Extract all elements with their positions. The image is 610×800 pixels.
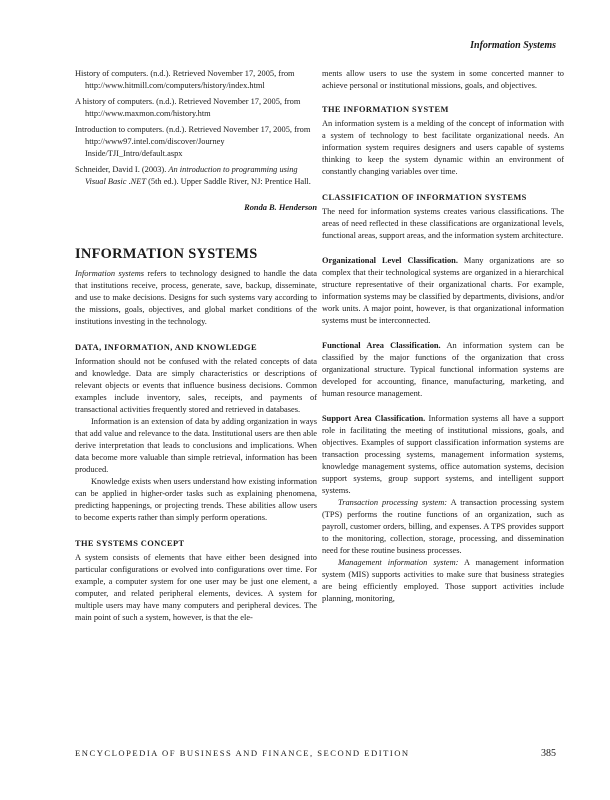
section-heading: THE SYSTEMS CONCEPT xyxy=(75,539,185,548)
run-in-heading: Organizational Level Classification. xyxy=(322,256,458,265)
body-paragraph: A system consists of elements that have either been designed into particular configurations or evolved into configurations over time. For example, a computer system for one user may be just one element, a computer, and related peripheral elements, devices. A system for multiple users may have many computers and peripheral devices. The main point of such a system, however, is that the ele- xyxy=(75,553,317,622)
term-label: Management information system: xyxy=(338,558,459,567)
running-head: Information Systems xyxy=(470,40,556,51)
reference-entry: Schneider, David I. (2003). An introduction to programming using Visual Basic .NET (5th ed.). Upper Saddle River, NJ: Prentice Hall. xyxy=(75,165,311,186)
body-paragraph: Information is an extension of data by adding organization in ways that add value and relevance to the data. Institutional users are then able derive interpretation that leads to conclusions and implications. When data become more valuable than simple retrieval, information has been produced. xyxy=(75,417,317,474)
right-column xyxy=(322,68,564,605)
body-paragraph: An information system is a melding of the concept of information with a system of technology to best facilitate organizational needs. An information system requires designers and users capable of systems thinking to keep the system dynamic within an environment of constantly changing variables over time. xyxy=(322,119,564,176)
reference-entry: A history of computers. (n.d.). Retrieved November 17, 2005, from http://www.maxmon.com/history.htm xyxy=(75,97,301,118)
body-paragraph: Functional Area Classification. An information system can be classified by the major functions of the organization that cross organizational structure. Typical functional information systems are developed for accounting, finance, manufacturing, marketing, and human resource management. xyxy=(322,341,564,398)
publication-title: ENCYCLOPEDIA OF BUSINESS AND FINANCE, SECOND EDITION xyxy=(75,748,410,758)
author-signature: Ronda B. Henderson xyxy=(244,203,317,212)
body-paragraph: ments allow users to use the system in some concerted manner to achieve personal or institutional missions, goals, and objectives. xyxy=(322,69,564,90)
body-paragraph: The need for information systems creates various classifications. The areas of need reflected in these classifications are organizational levels, functional areas, support areas, and the information system architecture. xyxy=(322,207,564,240)
run-in-heading: Support Area Classification. xyxy=(322,414,426,423)
reference-entry: Introduction to computers. (n.d.). Retrieved November 17, 2005, from http://www97.intel.com/discover/Journey Inside/TJI_Intro/default.aspx xyxy=(75,125,311,158)
section-heading: DATA, INFORMATION, AND KNOWLEDGE xyxy=(75,343,257,352)
left-column xyxy=(75,68,317,624)
body-paragraph: Organizational Level Classification. Many organizations are so complex that their technological systems are organized in a hierarchical structure representative of their organizational charts. For example, information systems may be classified by departments, divisions, and/or work units. A major point, however, is that organizational information systems must be interconnected. xyxy=(322,256,564,325)
page-footer xyxy=(75,748,556,762)
intro-paragraph: Information systems refers to technology designed to handle the data that institutions receive, process, generate, save, backup, disseminate, and use to make decisions. Designs for such systems vary according to the missions, goals, objectives, and global market conditions of the institutions investing in the technology. xyxy=(75,269,317,326)
body-paragraph: Management information system: A management information system (MIS) supports activities to make sure that business strategies are being efficiently employed. Those support activities include planning, monitoring, xyxy=(322,558,564,603)
page-number: 385 xyxy=(541,748,556,759)
run-in-heading: Functional Area Classification. xyxy=(322,341,441,350)
section-heading: CLASSIFICATION OF INFORMATION SYSTEMS xyxy=(322,193,527,202)
article-title: INFORMATION SYSTEMS xyxy=(75,246,258,262)
body-paragraph: Transaction processing system: A transaction processing system (TPS) performs the routine functions of an organization, such as payroll, customer orders, billing, and expenses. A TPS provides support to the monitoring, collection, storage, processing, and dissemination need for these routine business processes. xyxy=(322,498,564,555)
term-label: Transaction processing system: xyxy=(338,498,448,507)
body-paragraph: Information should not be confused with the related concepts of data and knowledge. Data are simply characteristics or descriptions of relevant objects or events that influence business decisions. Common examples include inventory, sales, receipts, and payments of transactional activities frequently stored and retrieved in databases. xyxy=(75,357,317,414)
reference-entry: History of computers. (n.d.). Retrieved November 17, 2005, from http://www.hitmill.com/computers/history/index.html xyxy=(75,69,295,90)
body-paragraph: Support Area Classification. Information systems all have a support role in facilitating the meeting of institutional missions, goals, and objectives. Examples of support classification information systems are transaction processing systems, management information systems, knowledge management systems, office automation systems, decision support systems, group support systems, and intelligent support systems. xyxy=(322,414,564,495)
body-paragraph: Knowledge exists when users understand how existing information can be applied in higher-order tasks such as explaining phenomena, predicting happenings, or projecting trends. These abilities allow users to become experts rather than simply perform operations. xyxy=(75,477,317,522)
section-heading: THE INFORMATION SYSTEM xyxy=(322,105,449,114)
